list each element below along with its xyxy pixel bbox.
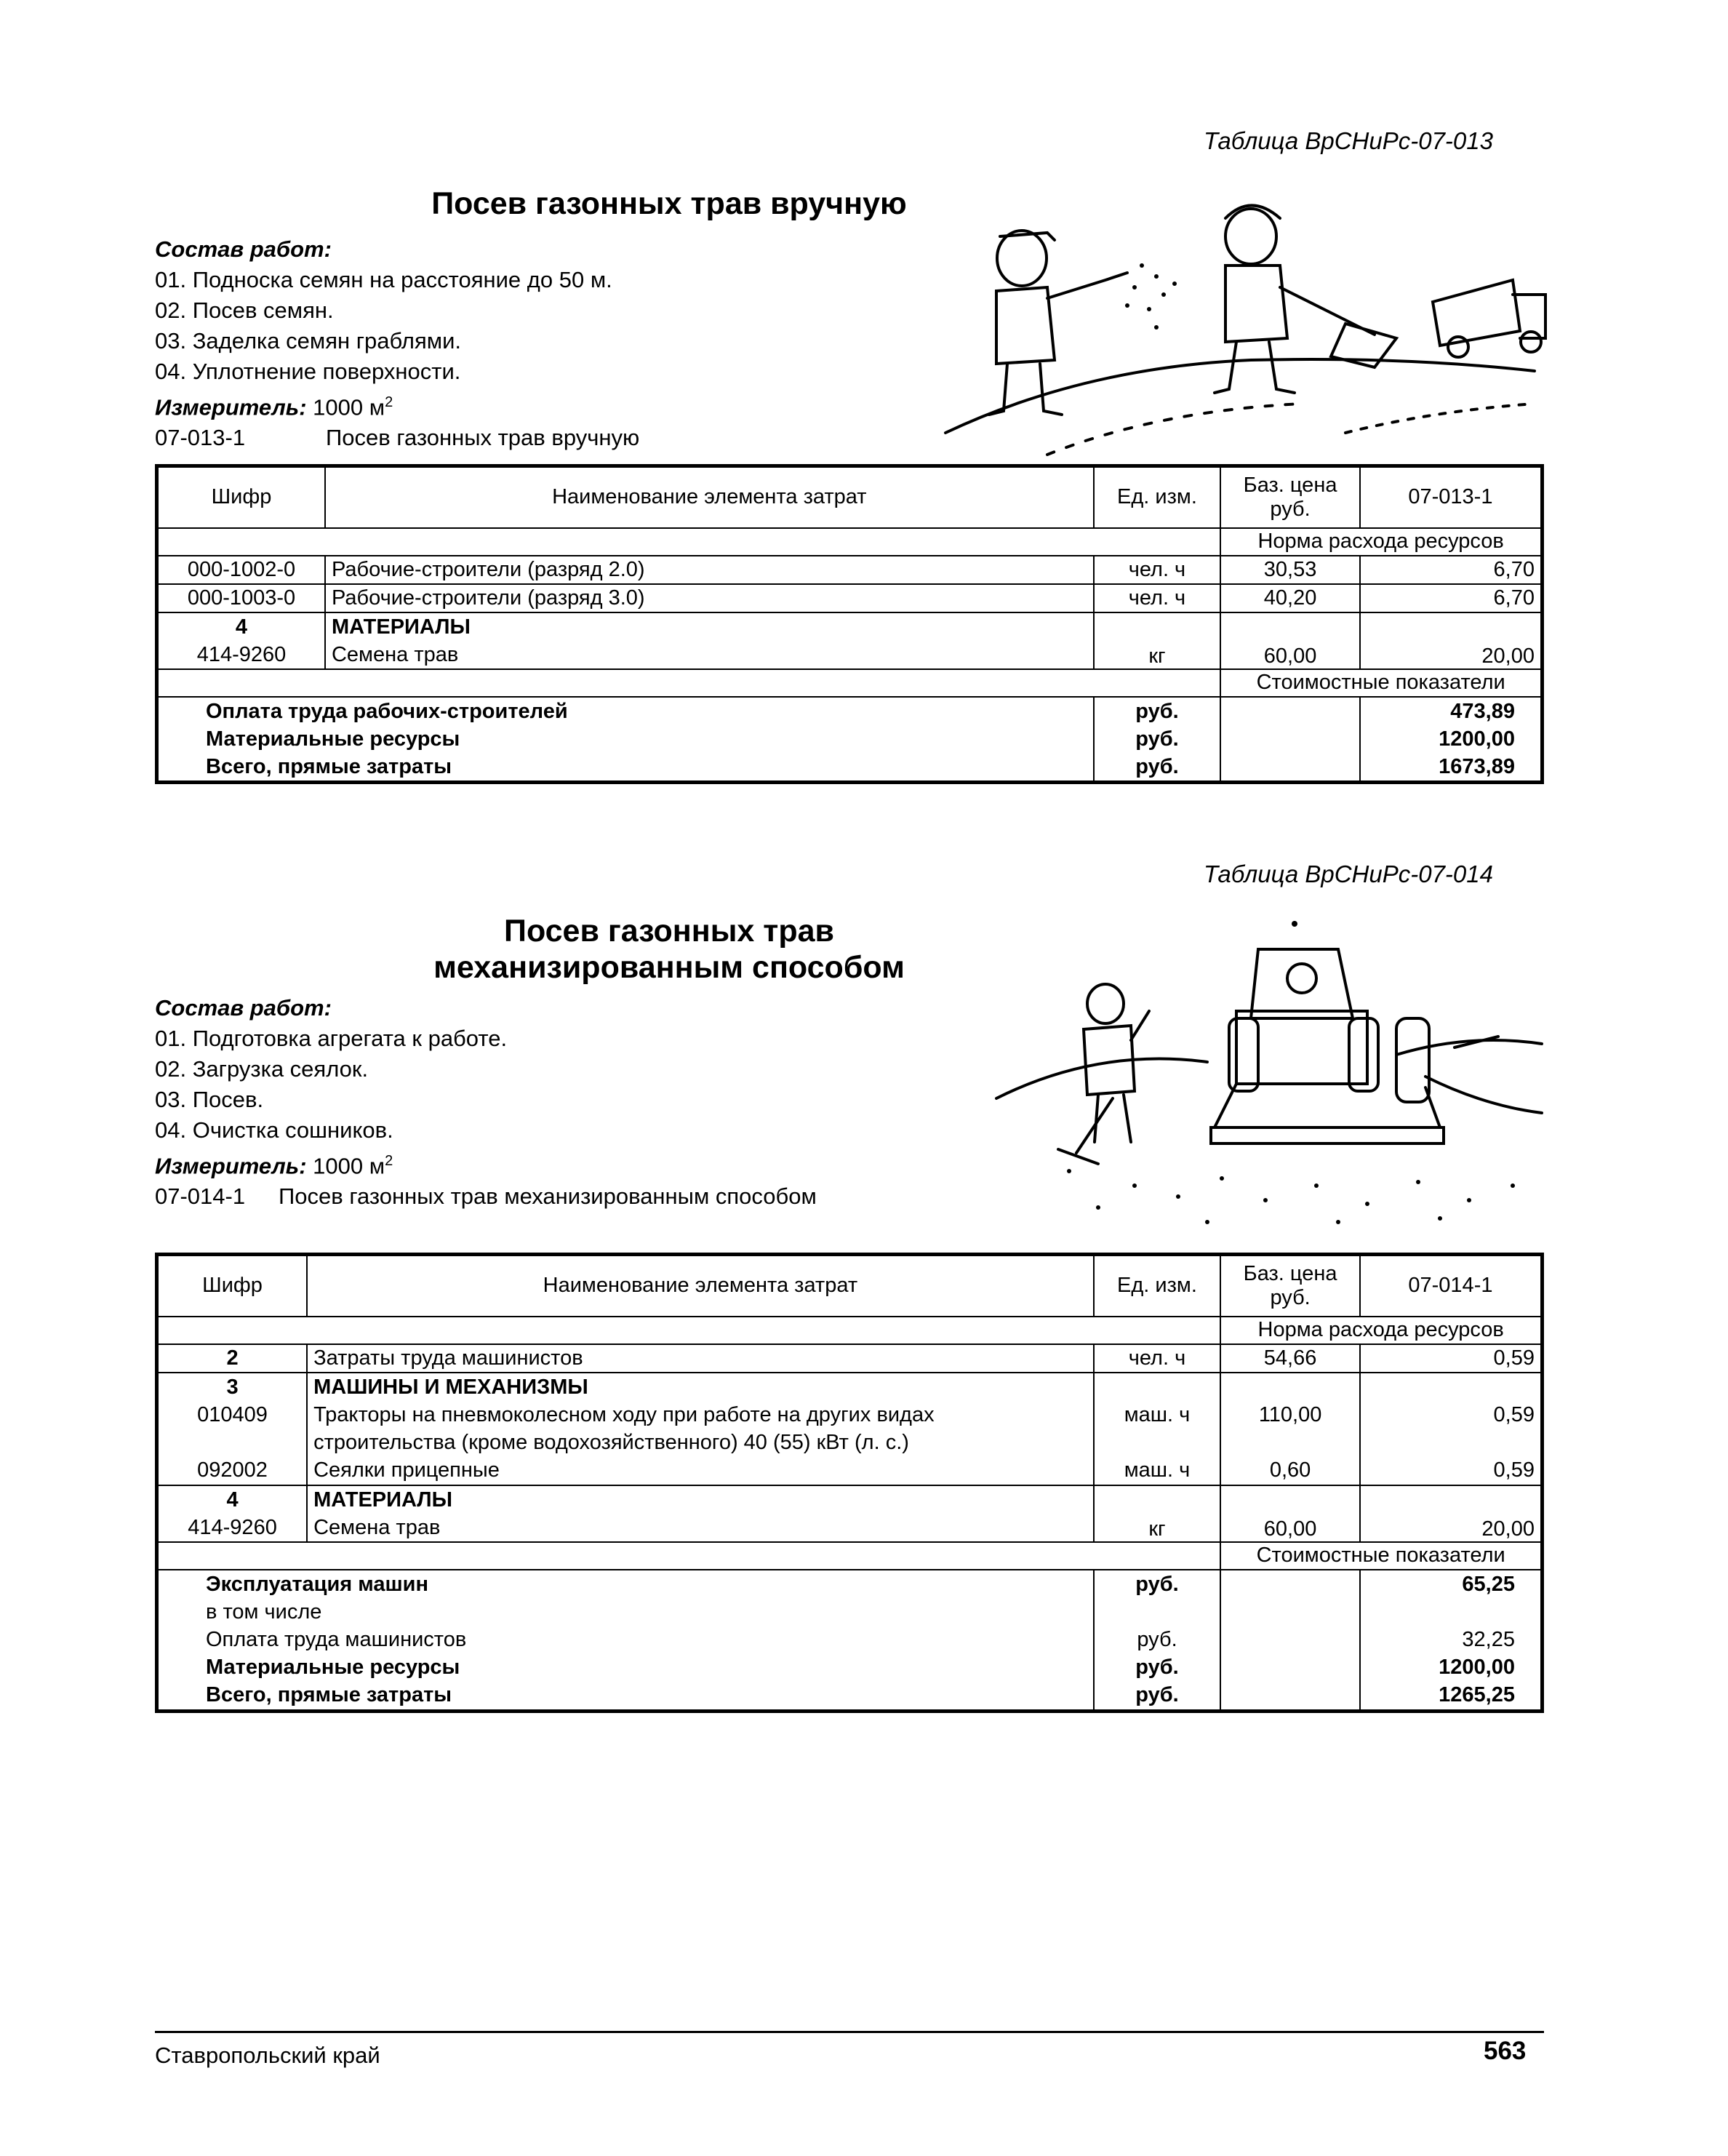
total-name: Эксплуатация машин <box>206 1573 429 1597</box>
table-cell: 54,66 <box>1220 1344 1360 1373</box>
table-cell <box>157 612 325 669</box>
norm-code: 07-014-1 <box>155 1183 246 1210</box>
group-title: МАШИНЫ И МЕХАНИЗМЫ <box>313 1375 588 1399</box>
meter-sup: 2 <box>385 394 393 410</box>
item-unit: маш. ч <box>1124 1402 1191 1426</box>
group-item-name: Семена трав <box>331 642 459 666</box>
table-cell: 40,20 <box>1220 584 1360 612</box>
group-item-name: Тракторы на пневмоколесном ходу при работе на других видах <box>313 1402 935 1426</box>
price-line2: руб. <box>1270 497 1311 521</box>
footer-divider <box>155 2031 1544 2033</box>
table-cell <box>1220 1373 1360 1485</box>
total-value: 1265,25 <box>1439 1683 1515 1707</box>
group-num: 4 <box>226 1488 239 1512</box>
item-value: 0,59 <box>1493 1458 1535 1482</box>
caption-spacer <box>157 528 1221 556</box>
table-cell: кг <box>1094 612 1221 669</box>
col-header-unit: Ед. изм. <box>1094 1255 1221 1317</box>
total-name: Всего, прямые затраты <box>206 1683 452 1707</box>
meter-sup: 2 <box>385 1153 393 1169</box>
table-cell: 60,00 <box>1220 1485 1360 1542</box>
total-name: Оплата труда машинистов <box>206 1628 467 1652</box>
norm-name: Посев газонных трав вручную <box>326 425 640 451</box>
caption-spacer <box>157 669 1221 697</box>
total-name: Материальные ресурсы <box>206 1656 460 1680</box>
work-composition <box>155 234 639 453</box>
table-cell: Рабочие-строители (разряд 2.0) <box>325 556 1094 584</box>
price-line1: Баз. цена <box>1243 473 1337 497</box>
group-num: 4 <box>235 615 248 639</box>
item-price: 0,60 <box>1269 1458 1311 1482</box>
tractor-seeder-illustration <box>989 909 1549 1237</box>
total-unit: руб. <box>1135 1573 1179 1597</box>
col-header-name: Наименование элемента затрат <box>307 1255 1094 1317</box>
table-cell: 20,00 <box>1360 612 1543 669</box>
totals-names <box>157 697 1094 783</box>
table-cell: 60,00 <box>1220 612 1360 669</box>
group-num: 3 <box>226 1375 239 1399</box>
meter-value: 1000 м <box>313 394 385 420</box>
col-header-name: Наименование элемента затрат <box>325 466 1094 528</box>
work-item: 02. Посев семян. <box>155 298 334 323</box>
table-cell: чел. ч <box>1094 556 1221 584</box>
col-header-price <box>1220 1255 1360 1317</box>
cost-caption: Стоимостные показатели <box>1220 669 1542 697</box>
total-value: 473,89 <box>1450 699 1515 723</box>
work-item: 01. Подноска семян на расстояние до 50 м. <box>155 267 612 292</box>
work-item: 03. Заделка семян граблями. <box>155 328 461 354</box>
total-unit: руб. <box>1135 727 1179 751</box>
table-cell: 30,53 <box>1220 556 1360 584</box>
work-heading: Состав работ: <box>155 236 332 262</box>
cost-caption: Стоимостные показатели <box>1220 1542 1542 1570</box>
col-header-unit: Ед. изм. <box>1094 466 1221 528</box>
table-cell: Затраты труда машинистов <box>307 1344 1094 1373</box>
table-cell <box>157 1373 308 1485</box>
total-value: 1200,00 <box>1439 727 1515 751</box>
table-cell: Рабочие-строители (разряд 3.0) <box>325 584 1094 612</box>
table-cell: 000-1002-0 <box>157 556 325 584</box>
empty-cell <box>1220 1570 1360 1712</box>
table-cell: 0,59 <box>1360 1344 1543 1373</box>
resource-table <box>155 1253 1544 1713</box>
footer-region: Ставропольский край <box>155 2043 380 2068</box>
code-line <box>155 423 639 453</box>
table-cell <box>307 1373 1094 1485</box>
totals-units <box>1094 1570 1221 1712</box>
work-item: 03. Посев. <box>155 1087 264 1112</box>
price-line2: руб. <box>1270 1285 1311 1309</box>
totals-values <box>1360 1570 1543 1712</box>
meter-line <box>155 1146 817 1181</box>
meter-line <box>155 387 639 423</box>
table-label: Таблица ВрСНиРс-07-013 <box>1204 127 1493 154</box>
total-value: 65,25 <box>1462 1573 1515 1597</box>
total-name: Оплата труда рабочих-строителей <box>206 699 568 723</box>
total-unit: руб. <box>1135 1683 1179 1707</box>
price-line1: Баз. цена <box>1243 1261 1337 1285</box>
table-cell <box>307 1485 1094 1542</box>
total-unit: руб. <box>1135 1656 1179 1680</box>
table-cell: 6,70 <box>1360 584 1543 612</box>
caption-spacer <box>157 1317 1221 1344</box>
total-name: Материальные ресурсы <box>206 727 460 751</box>
group-title: МАТЕРИАЛЫ <box>313 1488 453 1512</box>
table-cell: 2 <box>157 1344 308 1373</box>
work-item: 04. Очистка сошников. <box>155 1117 393 1143</box>
work-composition <box>155 993 817 1212</box>
table-cell: чел. ч <box>1094 584 1221 612</box>
section-title <box>305 913 1033 986</box>
table-cell <box>1094 1373 1221 1485</box>
table-cell <box>157 1485 308 1542</box>
work-heading: Состав работ: <box>155 995 332 1021</box>
total-name: Всего, прямые затраты <box>206 754 452 778</box>
table-cell <box>325 612 1094 669</box>
meter-value: 1000 м <box>313 1153 385 1179</box>
totals-values <box>1360 697 1543 783</box>
work-item: 02. Загрузка сеялок. <box>155 1056 369 1082</box>
col-header-code: 07-014-1 <box>1360 1255 1543 1317</box>
group-item-name: строительства (кроме водохозяйственного) 40 (55) кВт (л. с.) <box>313 1430 909 1454</box>
total-incl: в том числе <box>206 1600 322 1624</box>
group-cipher: 414-9260 <box>196 642 287 666</box>
table-cell: 20,00 <box>1360 1485 1543 1542</box>
empty-cell <box>1220 697 1360 783</box>
norm-name: Посев газонных трав механизированным способом <box>279 1183 817 1210</box>
col-header-cipher: Шифр <box>157 1255 308 1317</box>
caption-spacer <box>157 1542 1221 1570</box>
group-cipher: 414-9260 <box>188 1515 277 1539</box>
col-header-cipher: Шифр <box>157 466 325 528</box>
group-cipher: 092002 <box>197 1458 268 1482</box>
page-number: 563 <box>1484 2037 1527 2065</box>
meter-label: Измеритель: <box>155 1153 307 1179</box>
norm-caption: Норма расхода ресурсов <box>1220 1317 1542 1344</box>
norm-code: 07-013-1 <box>155 425 246 451</box>
workers-sowing-illustration <box>938 193 1549 458</box>
code-line <box>155 1181 817 1212</box>
table-label: Таблица ВрСНиРс-07-014 <box>1204 861 1493 887</box>
norm-caption: Норма расхода ресурсов <box>1220 528 1542 556</box>
meter-label: Измеритель: <box>155 394 307 420</box>
group-item-name: Семена трав <box>313 1515 441 1539</box>
total-unit: руб. <box>1135 754 1179 778</box>
totals-names <box>157 1570 1094 1712</box>
work-item: 01. Подготовка агрегата к работе. <box>155 1026 508 1051</box>
totals-units <box>1094 697 1221 783</box>
item-value: 0,59 <box>1493 1402 1535 1426</box>
col-header-code: 07-013-1 <box>1360 466 1543 528</box>
col-header-price <box>1220 466 1360 528</box>
total-value: 1200,00 <box>1439 1656 1515 1680</box>
resource-table <box>155 464 1544 784</box>
table-cell: кг <box>1094 1485 1221 1542</box>
total-unit: руб. <box>1137 1628 1177 1652</box>
total-value: 1673,89 <box>1439 754 1515 778</box>
title-line: механизированным способом <box>433 950 905 985</box>
total-unit: руб. <box>1135 699 1179 723</box>
section-title: Посев газонных трав вручную <box>431 186 907 221</box>
group-item-name: Сеялки прицепные <box>313 1458 500 1482</box>
group-title: МАТЕРИАЛЫ <box>331 615 471 639</box>
work-item: 04. Уплотнение поверхности. <box>155 359 461 384</box>
table-cell: 000-1003-0 <box>157 584 325 612</box>
table-cell <box>1360 1373 1543 1485</box>
title-line: Посев газонных трав <box>504 914 834 949</box>
table-cell: 6,70 <box>1360 556 1543 584</box>
item-unit: маш. ч <box>1124 1458 1191 1482</box>
item-price: 110,00 <box>1258 1402 1322 1426</box>
group-cipher: 010409 <box>197 1402 268 1426</box>
total-value: 32,25 <box>1462 1628 1515 1652</box>
table-cell: чел. ч <box>1094 1344 1221 1373</box>
